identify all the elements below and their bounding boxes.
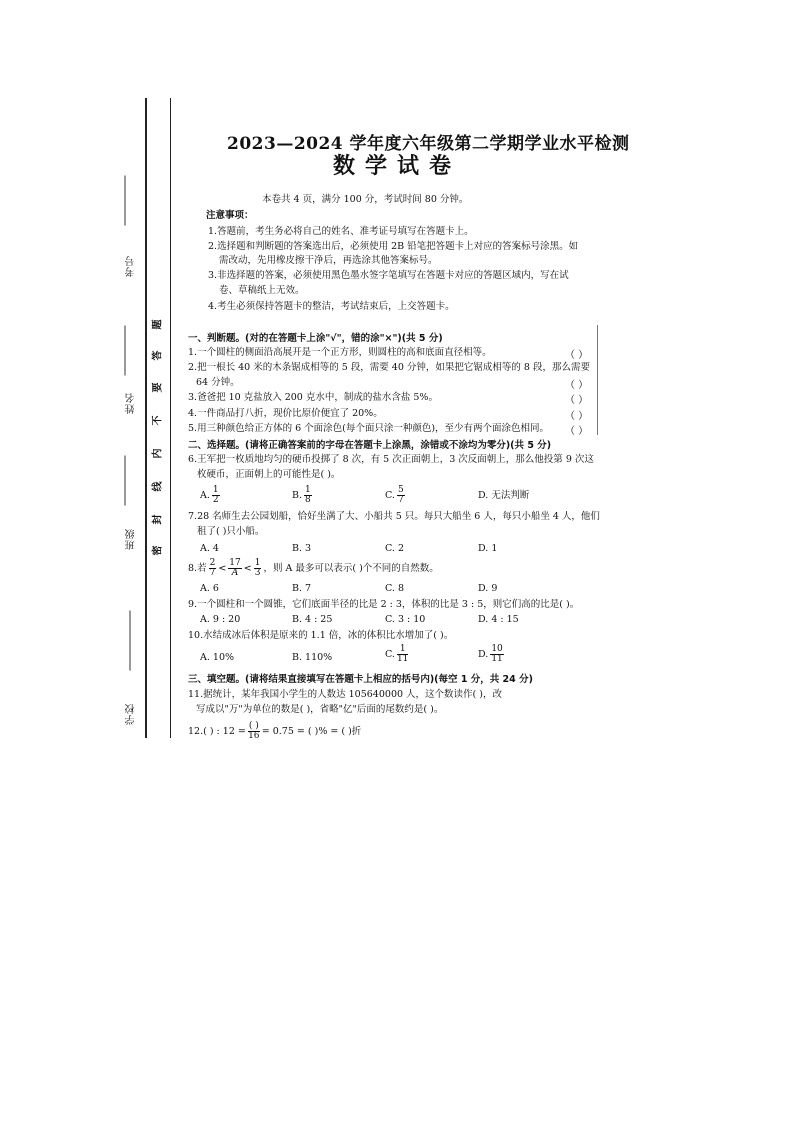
note-3: 3.非选择题的答案，必须使用黑色墨水签字笔填写在答题卡对应的答题区域内，写在试: [208, 270, 569, 281]
seal-char-3: 要: [152, 382, 164, 393]
q8-f3-num: 1: [254, 558, 261, 568]
q10-option-c[interactable]: [385, 645, 410, 664]
judge-q3: 3.爸爸把 10 克盐放入 200 克水中，制成的盐水含盐 5%。: [188, 392, 438, 403]
q6-b-num: 1: [305, 485, 311, 495]
q7-option-d[interactable]: D. 1: [478, 543, 498, 554]
judge-q5: 5.用三种颜色给正方体的 6 个面涂色(每个面只涂一种颜色)，至少有两个面涂色相同。: [188, 423, 550, 434]
q10-d-den: 11: [491, 654, 503, 664]
judge-q2-cont: 64 分钟。: [196, 377, 240, 388]
q6-option-a-fraction: [212, 486, 220, 505]
name-label: 姓名: [126, 392, 137, 414]
seal-char-8: 密: [152, 545, 164, 556]
q6-a-den: 2: [212, 495, 219, 505]
choice-q6: 6.王军把一枚质地均匀的硬币投掷了 8 次，有 5 次正面朝上，3 次反面朝上，那么他投第 9 次这: [188, 454, 594, 465]
q8-f1-num: 2: [209, 558, 216, 568]
choice-q8: [188, 559, 439, 578]
q6-a-num: 1: [212, 485, 219, 495]
q8-fraction-1: [209, 559, 217, 578]
judge-q5-answer[interactable]: （ ）: [565, 426, 589, 437]
q10-option-b[interactable]: B. 110%: [292, 652, 333, 663]
note-2: 2.选择题和判断题的答案选出后，必须使用 2B 铅笔把答题卡上对应的答案标号涂黑。如: [208, 241, 579, 252]
q9-option-b[interactable]: B. 4 : 25: [292, 614, 333, 625]
q8-less-than-2: <: [243, 563, 252, 574]
q10-option-c-letter: C.: [385, 649, 395, 660]
q10-option-c-fraction: [397, 645, 408, 664]
exam-title: 2023—2024 学年度六年级第二学期学业水平检测: [227, 134, 630, 154]
exam-no-blank[interactable]: [125, 176, 126, 226]
q10-option-a[interactable]: A. 10%: [200, 652, 235, 663]
q6-option-a[interactable]: [200, 486, 222, 505]
q8-f1-den: 7: [209, 568, 216, 578]
choice-q10: 10.水结成冰后体积是原来的 1.1 倍，冰的体积比水增加了( )。: [188, 630, 454, 641]
seal-char-5: 内: [152, 448, 164, 459]
fill-q12: [188, 722, 361, 741]
q6-option-d[interactable]: D. 无法判断: [478, 490, 530, 501]
class-label: 班级: [126, 528, 137, 550]
q6-option-c-fraction: [397, 486, 405, 505]
choice-q6-cont: 枚硬币，正面朝上的可能性是( )。: [197, 469, 341, 480]
q8-option-a[interactable]: A. 6: [200, 583, 219, 594]
name-blank[interactable]: [125, 326, 126, 376]
q6-option-c[interactable]: [385, 486, 407, 505]
choice-q9: 9.一个圆柱和一个圆锥，它们底面半径的比是 2 : 3，体积的比是 3 : 5，则它们高的比是( )。: [188, 599, 580, 610]
exam-no-label: 考号: [126, 255, 137, 277]
q8-f2-num: 17: [229, 558, 241, 568]
judge-q4: 4.一件商品打八折，现价比原价便宜了 20%。: [188, 408, 383, 419]
judge-q2-answer[interactable]: （ ）: [565, 380, 589, 391]
q12-prefix: 12.( ) : 12 =: [188, 726, 246, 737]
choice-q7: 7.28 名师生去公园划船，恰好坐满了大、小船共 5 只。每只大船坐 6 人，每只小船坐 4 人，他们: [188, 511, 600, 522]
exam-meta: 本卷共 4 页，满分 100 分，考试时间 80 分钟。: [262, 194, 469, 205]
q10-option-d-letter: D.: [478, 649, 489, 660]
q7-option-b[interactable]: B. 3: [292, 543, 312, 554]
q6-option-b[interactable]: [292, 486, 314, 505]
q7-option-c[interactable]: C. 2: [385, 543, 405, 554]
note-1: 1.答题前，考生务必将自己的姓名、准考证号填写在答题卡上。: [208, 226, 474, 237]
seal-char-4: 不: [152, 415, 164, 426]
q8-f3-den: 3: [254, 568, 261, 578]
q12-num: ( ): [248, 721, 259, 731]
fill-q11-cont: 写成以"万"为单位的数是( )，省略"亿"后面的尾数约是( )。: [196, 704, 444, 715]
q7-option-a[interactable]: A. 4: [200, 543, 219, 554]
q10-option-d[interactable]: [478, 645, 506, 664]
q6-b-den: 8: [305, 495, 311, 505]
binding-line-outer: [145, 98, 147, 738]
q12-fraction: [248, 722, 260, 741]
class-blank[interactable]: [125, 456, 126, 506]
choice-q7-cont: 租了( )只小船。: [197, 526, 265, 537]
judge-q4-answer[interactable]: （ ）: [565, 411, 589, 422]
fill-q11: 11.据统计，某年我国小学生的人数达 105640000 人，这个数读作( )，改: [188, 689, 502, 700]
seal-char-6: 线: [152, 481, 164, 492]
q8-option-b[interactable]: B. 7: [292, 583, 312, 594]
q8-f2-den: A: [231, 568, 239, 578]
q10-c-num: 1: [397, 645, 408, 655]
q9-option-d[interactable]: D. 4 : 15: [478, 614, 519, 625]
q6-option-a-letter: A.: [200, 490, 210, 501]
note-3-cont: 卷、草稿纸上无效。: [219, 285, 305, 296]
q9-option-a[interactable]: A. 9 : 20: [200, 614, 241, 625]
q8-fraction-2: [228, 559, 241, 578]
q8-suffix: ，则 A 最多可以表示( )个不同的自然数。: [263, 563, 439, 574]
q8-prefix: 8.若: [188, 563, 207, 574]
q10-d-num: 10: [491, 644, 503, 654]
q10-option-d-fraction: [490, 645, 503, 664]
section2-heading: 二、选择题。(请将正确答案前的字母在答题卡上涂黑，涂错或不涂均为零分)(共 5 分): [188, 440, 552, 451]
q6-option-c-letter: C.: [385, 490, 395, 501]
q8-fraction-3: [254, 559, 262, 578]
exam-subtitle: 数学试卷: [333, 153, 462, 179]
q12-den: 16: [248, 731, 260, 741]
judge-q1: 1.一个圆柱的侧面沿高展开是一个正方形，则圆柱的高和底面直径相等。: [188, 347, 492, 358]
q6-option-b-fraction: [304, 486, 312, 505]
seal-char-7: 封: [152, 514, 164, 525]
judge-q2: 2.把一根长 40 米的木条锯成相等的 5 段，需要 40 分钟，如果把它锯成相等的 8 段，那么需要: [188, 362, 590, 373]
school-label: 学校: [126, 703, 137, 725]
seal-char-1: 题: [152, 319, 164, 330]
section-divider-mark: [597, 325, 598, 435]
binding-line-inner: [170, 98, 171, 738]
seal-char-2: 答: [152, 350, 164, 361]
q6-c-num: 5: [397, 485, 404, 495]
q12-suffix: = 0.75 = ( )% = ( )折: [261, 726, 362, 737]
note-2-cont: 需改动，先用橡皮擦干净后，再选涂其他答案标号。: [219, 255, 438, 266]
note-4: 4.考生必须保持答题卡的整洁，考试结束后，上交答题卡。: [208, 301, 455, 312]
q8-option-d[interactable]: D. 9: [478, 583, 498, 594]
q6-c-den: 7: [397, 495, 404, 505]
section3-heading: 三、填空题。(请将结果直接填写在答题卡上相应的括号内)(每空 1 分，共 24 分): [188, 674, 533, 685]
judge-q1-answer[interactable]: （ ）: [565, 350, 589, 361]
q8-option-c[interactable]: C. 8: [385, 583, 405, 594]
q8-less-than-1: <: [218, 563, 227, 574]
q10-c-den: 11: [396, 654, 409, 664]
section1-heading: 一、判断题。(对的在答题卡上涂"√"，错的涂"×")(共 5 分): [188, 333, 443, 344]
judge-q3-answer[interactable]: （ ）: [565, 395, 589, 406]
q9-option-c[interactable]: C. 3 : 10: [385, 614, 426, 625]
school-blank[interactable]: [130, 611, 131, 671]
q6-option-b-letter: B.: [292, 490, 303, 501]
notes-heading: 注意事项：: [206, 210, 254, 221]
